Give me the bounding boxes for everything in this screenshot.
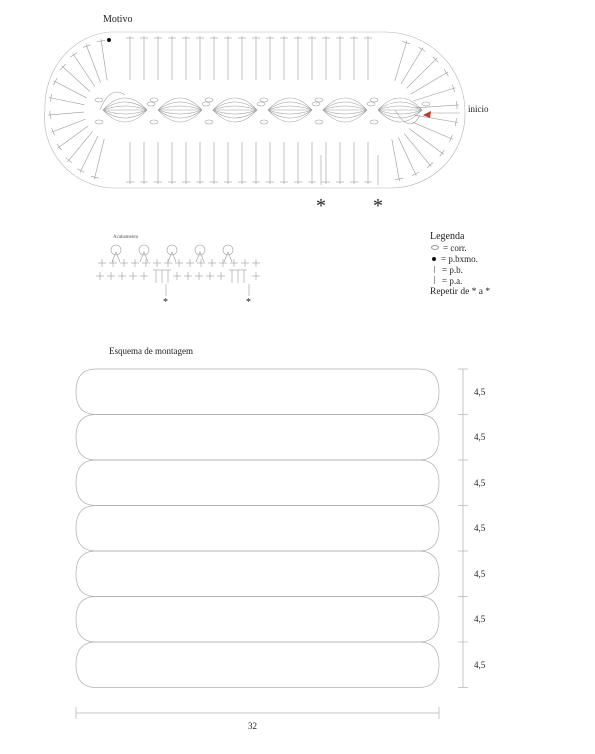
stitch-mark	[266, 36, 274, 80]
chain-stitch-icon	[431, 245, 439, 250]
stitch-cross	[217, 272, 225, 280]
stitch-cross	[241, 270, 247, 283]
motif-title: Motivo	[103, 14, 133, 25]
stitch-mark	[406, 57, 438, 89]
finishing-chart	[96, 245, 260, 296]
legend-item-double	[430, 276, 462, 286]
legend-item-single	[430, 265, 463, 275]
shell-cluster	[370, 98, 430, 124]
stitch-cross	[164, 259, 172, 267]
stitch-cross	[175, 259, 183, 267]
stitch-mark	[322, 36, 330, 80]
finishing-repeat-mark-2: *	[246, 297, 251, 308]
stitch-mark	[210, 36, 218, 80]
stitch-cross	[120, 259, 128, 267]
stitch-mark	[401, 47, 425, 84]
stitch-mark	[182, 36, 190, 80]
legend-text-double: = p.a.	[442, 276, 463, 286]
stitch-mark	[280, 36, 288, 80]
stitch-mark	[238, 36, 246, 80]
stitch-mark	[294, 36, 302, 80]
picot-mark	[195, 245, 205, 262]
stitch-mark	[266, 142, 274, 184]
stitch-cross	[129, 272, 137, 280]
stitch-cross	[98, 259, 106, 267]
stitch-mark	[415, 101, 459, 109]
stitch-mark	[350, 142, 358, 184]
stitch-mark	[294, 142, 302, 184]
stitch-mark	[252, 142, 260, 184]
picot-mark	[111, 245, 121, 262]
stitch-mark	[414, 85, 456, 101]
stitch-mark	[395, 41, 410, 81]
stitch-cross	[219, 259, 227, 267]
stitch-mark	[252, 36, 260, 80]
stitch-cross	[153, 270, 159, 283]
stitch-cross	[173, 272, 181, 280]
finishing-repeat-mark-1: *	[163, 297, 168, 308]
stitch-mark	[60, 64, 90, 91]
stitch-cross	[107, 272, 115, 280]
stitch-mark	[411, 69, 449, 94]
stitch-mark	[336, 36, 344, 80]
stitch-mark	[97, 39, 107, 80]
legend-text-single: = p.b.	[442, 265, 463, 275]
stitch-cross	[159, 270, 165, 283]
stitch-mark	[398, 137, 419, 175]
stitch-mark	[210, 142, 218, 184]
stitch-cross	[229, 270, 235, 283]
stitch-mark	[53, 78, 86, 98]
slip-stitch-icon	[432, 257, 436, 261]
stitch-mark	[51, 119, 85, 135]
legend-item-slip	[430, 254, 478, 264]
stitch-mark	[238, 142, 246, 184]
picot-mark	[139, 245, 149, 262]
stitch-mark	[83, 44, 101, 82]
stitch-mark	[91, 139, 104, 179]
repeat-mark-2: *	[373, 195, 383, 217]
stitch-cross	[184, 272, 192, 280]
stitch-mark	[350, 36, 358, 80]
stitch-mark	[392, 140, 403, 181]
shell-cluster	[150, 98, 210, 124]
stitch-mark	[168, 36, 176, 80]
stitch-mark	[196, 36, 204, 80]
stitch-mark	[336, 142, 344, 184]
assembly-title: Esquema de montagem	[109, 346, 193, 356]
assembly-strip	[76, 551, 439, 597]
stitch-cross	[118, 272, 126, 280]
legend-repeat-note: Repetir de * a *	[430, 287, 491, 297]
stitch-cross	[241, 259, 249, 267]
stitch-mark	[409, 128, 444, 156]
stitch-mark	[154, 142, 162, 184]
single-crochet-icon	[434, 266, 435, 273]
stitch-mark	[415, 115, 458, 126]
stitch-cross	[252, 272, 260, 280]
stitch-mark	[196, 142, 204, 184]
stitch-cross	[235, 270, 241, 283]
stitch-cross	[197, 259, 205, 267]
stitch-cross	[131, 259, 139, 267]
shell-cluster	[260, 98, 320, 124]
stitch-cross	[165, 270, 171, 283]
strip-height-label: 4,5	[474, 432, 486, 443]
stitch-mark	[182, 142, 190, 184]
stitch-cross	[96, 272, 104, 280]
stitch-mark	[48, 111, 84, 119]
legend-item-chain	[430, 243, 467, 253]
stitch-cross	[109, 259, 117, 267]
picot-mark	[223, 245, 233, 262]
stitch-cross	[252, 259, 260, 267]
start-label: inicio	[468, 104, 489, 114]
stitch-cross	[142, 259, 150, 267]
stitch-mark	[308, 36, 316, 80]
stitch-mark	[224, 142, 232, 184]
double-crochet-icon	[434, 276, 435, 284]
stitch-mark	[140, 142, 148, 184]
stitch-mark	[77, 136, 98, 172]
assembly-strip	[76, 460, 439, 506]
stitch-mark	[57, 126, 88, 150]
stitch-mark	[364, 142, 372, 184]
strip-height-label: 4,5	[474, 477, 486, 488]
strip-height-label: 4,5	[474, 568, 486, 579]
strip-height-label: 4,5	[474, 523, 486, 534]
stitch-mark	[413, 122, 453, 142]
stitch-mark	[49, 94, 84, 105]
assembly-strip	[76, 642, 439, 688]
stitch-cross	[153, 259, 161, 267]
stitch-mark	[322, 142, 330, 184]
stitch-cross	[140, 272, 148, 280]
stitch-mark	[126, 142, 134, 184]
stitch-mark	[66, 132, 93, 163]
assembly-strip	[76, 415, 439, 461]
stitch-cross	[186, 259, 194, 267]
strip-height-label: 4,5	[474, 659, 486, 670]
picot-mark	[167, 245, 177, 262]
stitch-mark	[154, 36, 162, 80]
legend-text-slip: = p.bxmo.	[441, 254, 478, 264]
start-dot-icon	[107, 38, 111, 42]
stitch-cross	[208, 259, 216, 267]
stitch-mark	[280, 142, 288, 184]
strip-height-label: 4,5	[474, 386, 486, 397]
legend-title: Legenda	[430, 231, 465, 242]
stitch-mark	[126, 36, 134, 80]
shell-cluster	[315, 98, 375, 124]
assembly-strip	[76, 597, 439, 643]
stitch-mark	[404, 134, 433, 168]
assembly-diagram	[76, 369, 468, 719]
shell-cluster	[205, 98, 265, 124]
stitch-mark	[364, 36, 372, 80]
stitch-cross	[195, 272, 203, 280]
assembly-strip	[76, 369, 439, 415]
strip-height-label: 4,5	[474, 614, 486, 625]
finishing-label: Acabamento	[113, 235, 139, 240]
stitch-mark	[168, 142, 176, 184]
total-width-label: 32	[248, 721, 257, 731]
legend-text-chain: = corr.	[443, 243, 467, 253]
stitch-mark	[140, 36, 148, 80]
assembly-strip	[76, 506, 439, 552]
repeat-mark-1: *	[316, 195, 326, 217]
stitch-mark	[308, 142, 316, 184]
stitch-mark	[224, 36, 232, 80]
stitch-cross	[206, 272, 214, 280]
motif-shell-row	[95, 92, 430, 124]
